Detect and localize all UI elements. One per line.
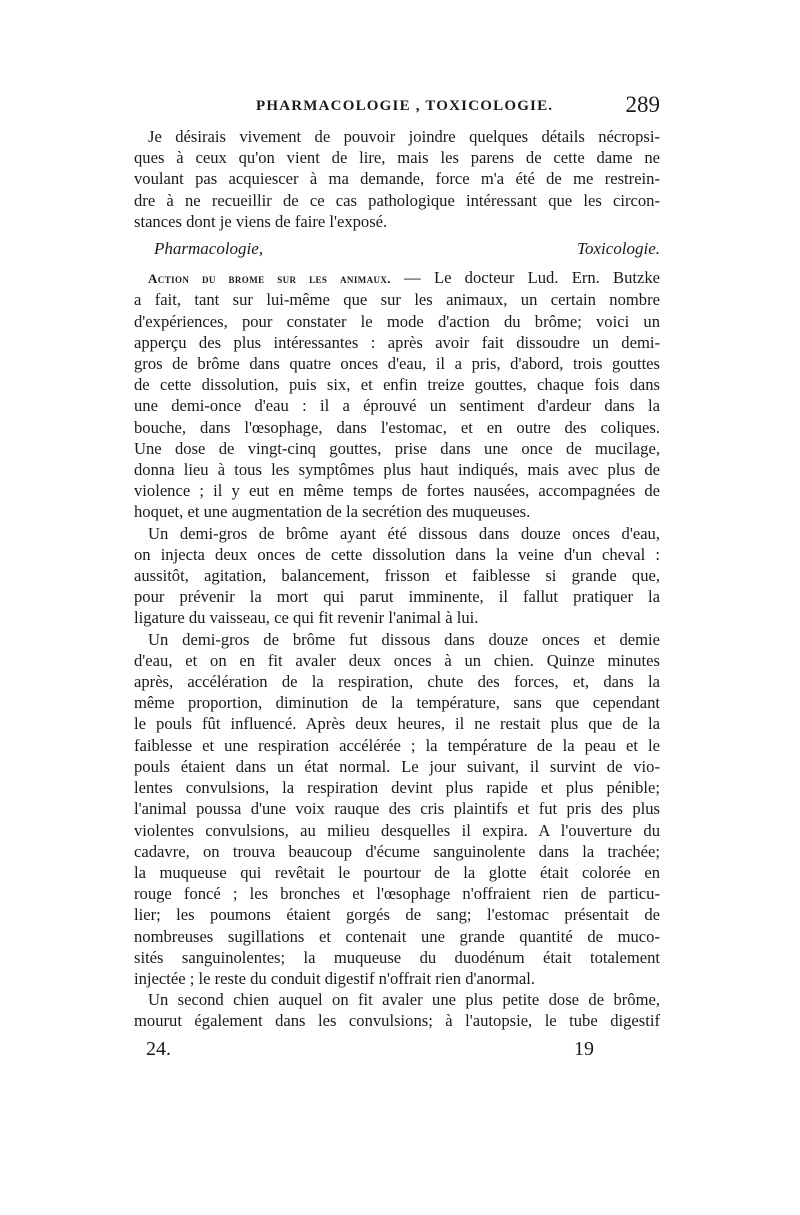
- text-line: d'expériences, pour constater le mode d'action du brôme; voici un: [134, 311, 660, 331]
- body-text: [134, 126, 660, 1032]
- catchword: 19: [574, 1037, 594, 1060]
- text-line: violence ; il y eut en même temps de fortes nausées, accompagnées de: [134, 481, 660, 501]
- paragraph-1: [134, 126, 660, 232]
- text-line: voulant pas acquiescer à ma demande, force m'a été de me restrein-: [134, 169, 660, 189]
- text-line: mourut également dans les convulsions; à l'autopsie, le tube digestif: [134, 1011, 660, 1031]
- text-line: l'animal poussa d'une voix rauque des cris plaintifs et fut pris des plus: [134, 799, 660, 819]
- text-line: on injecta deux onces de cette dissolution dans la veine d'un cheval :: [134, 544, 660, 564]
- text-line: gros de brôme dans quatre onces d'eau, il a pris, d'abord, trois gouttes: [134, 354, 660, 374]
- text-line: d'eau, et on en fit avaler deux onces à un chien. Quinze minutes: [134, 650, 660, 670]
- page-header: [134, 92, 660, 126]
- text-line: ligature du vaisseau, ce qui fit revenir l'animal à lui.: [134, 608, 479, 628]
- section-title: Pharmacologie, Toxicologie.: [154, 239, 660, 259]
- paragraph-5: [134, 989, 660, 1031]
- text-line: pour prévenir la mort qui parut imminente, il fallut pratiquer la: [134, 587, 660, 607]
- page-footer: [134, 1036, 660, 1064]
- text-line: cadavre, on trouva beaucoup d'écume sanguinolente dans la trachée;: [134, 841, 660, 861]
- text-line: lier; les poumons étaient gorgés de sang; l'estomac présentait de: [134, 905, 660, 925]
- running-head: PHARMACOLOGIE , TOXICOLOGIE.: [256, 98, 554, 114]
- paragraph-4: [134, 629, 660, 989]
- text-line: sités sanguinolentes; la muqueuse du duodénum était totalement: [134, 947, 660, 967]
- text-line: [134, 267, 660, 289]
- text-line: injectée ; le reste du conduit digestif n'offrait rien d'anormal.: [134, 968, 536, 988]
- text-line: Un demi-gros de brôme ayant été dissous dans douze onces d'eau,: [148, 523, 660, 543]
- text-line: Je désirais vivement de pouvoir joindre quelques détails nécropsi-: [148, 127, 660, 146]
- article-first-line: — Le docteur Lud. Ern. Butzke: [390, 268, 661, 288]
- text-line: aussitôt, agitation, balancement, frisson et faiblesse si grande que,: [134, 566, 660, 586]
- text-line: Un demi-gros de brôme fut dissous dans douze onces et demie: [148, 629, 660, 649]
- text-line: hoquet, et une augmentation de la secrétion des muqueuses.: [134, 502, 531, 522]
- text-line: après, accélération de la respiration, chute des forces, et, dans la: [134, 672, 660, 692]
- text-line: dre à ne recueillir de ce cas pathologique intéressant que les circon-: [134, 190, 660, 210]
- text-line: de cette dissolution, puis six, et enfin treize gouttes, chaque fois dans: [134, 375, 660, 395]
- text-line: même proportion, diminution de la température, sans que cependant: [134, 693, 660, 713]
- text-line: pouls étaient dans un état normal. Le jour suivant, il survint de vio-: [134, 756, 660, 776]
- signature-mark: 24.: [146, 1037, 171, 1060]
- text-line: faiblesse et une respiration accélérée ; la température de la peau et le: [134, 735, 660, 755]
- text-line: rouge foncé ; les bronches et l'œsophage n'offraient rien de particu-: [134, 884, 660, 904]
- paragraph-2: [134, 267, 660, 522]
- text-line: Une dose de vingt-cinq gouttes, prise dans une once de mucilage,: [134, 438, 660, 458]
- text-line: une demi-once d'eau : il a éprouvé un sentiment d'ardeur dans la: [134, 396, 660, 416]
- text-line: le pouls fût influencé. Après deux heures, il ne restait plus que de la: [134, 714, 660, 734]
- text-line: donna lieu à tous les symptômes plus haut indiqués, mais avec plus de: [134, 460, 660, 480]
- text-line: lentes convulsions, la respiration devint plus rapide et plus pénible;: [134, 778, 660, 798]
- text-line: bouche, dans l'œsophage, dans l'estomac, et en outre des coliques.: [134, 417, 660, 437]
- text-line: ques à ceux qu'on vient de lire, mais les parens de cette dame ne: [134, 148, 660, 168]
- paragraph-3: [134, 523, 660, 629]
- text-line: violentes convulsions, au milieu desquelles il expira. A l'ouverture du: [134, 820, 660, 840]
- article-title: Action du brome sur les animaux.: [148, 271, 391, 287]
- text-line: apperçu des plus intéressantes : après avoir fait dissoudre un demi-: [134, 332, 660, 352]
- text-line: stances dont je viens de faire l'exposé.: [134, 211, 388, 231]
- text-line: nombreuses sugillations et contenait une grande quantité de muco-: [134, 926, 660, 946]
- page: [134, 92, 660, 1064]
- text-line: la muqueuse qui revêtait le pourtour de la glotte était colorée en: [134, 862, 660, 882]
- page-number: 289: [625, 92, 660, 117]
- text-line: Un second chien auquel on fit avaler une plus petite dose de brôme,: [148, 990, 660, 1010]
- text-line: a fait, tant sur lui-même que sur les animaux, un certain nombre: [134, 290, 660, 310]
